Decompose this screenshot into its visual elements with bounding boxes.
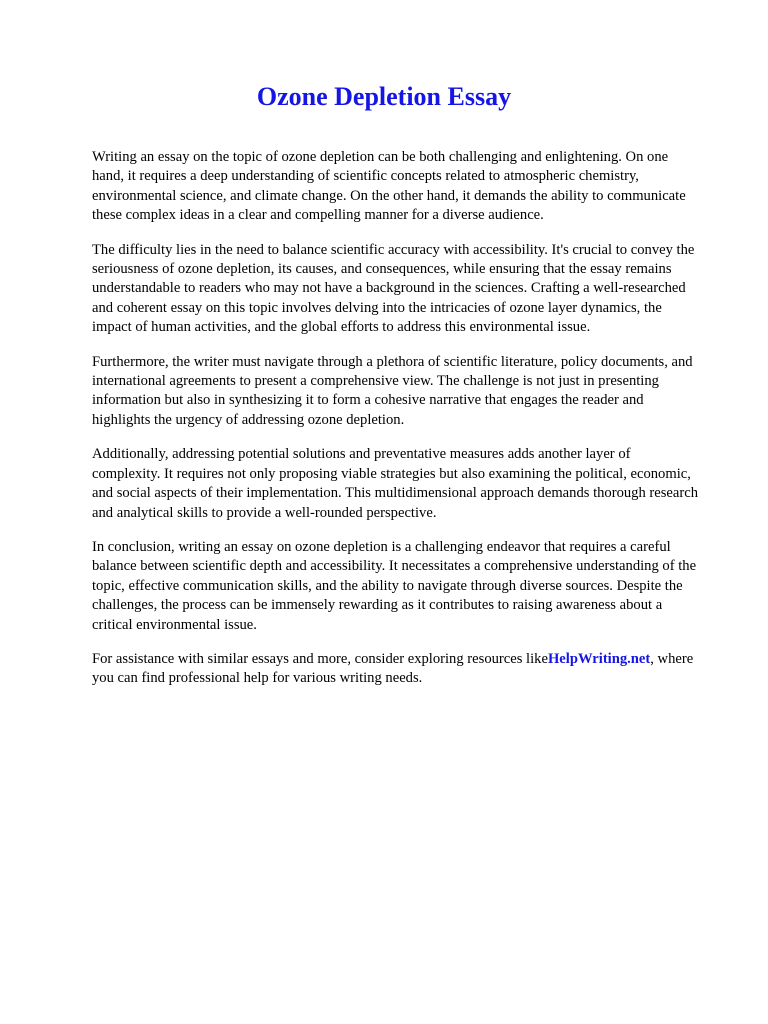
closing-text-after-link: , where you can find professional help for various writing needs.	[92, 650, 694, 687]
page-title: Ozone Depletion Essay	[256, 82, 512, 111]
paragraph-5: In conclusion, writing an essay on ozone depletion is a challenging endeavor that requires a careful balance between scientific depth and accessibility. It necessitates a comprehensive understanding of the topic, effective communication skills, and the ability to navigate through diverse sources. Despite the challenges, the process can be immensely rewarding as it contributes to raising awareness about a critical environmental issue.	[92, 538, 697, 633]
paragraph-2: The difficulty lies in the need to balance scientific accuracy with accessibility. It's crucial to convey the seriousness of ozone depletion, its causes, and consequences, while ensuring that the essay remains understandable to readers who may not have a background in the sciences. Crafting a well-researched and coherent essay on this topic involves delving into the intricacies of ozone layer dynamics, the impact of human activities, and the global efforts to address this environmental issue.	[92, 241, 695, 336]
helpwriting-link[interactable]: HelpWriting.net	[547, 650, 651, 667]
closing-text-before-link: For assistance with similar essays and more, consider exploring resources like	[92, 650, 548, 667]
paragraph-4: Additionally, addressing potential solutions and preventative measures adds another layer of complexity. It requires not only proposing viable strategies but also examining the political, economic, and social aspects of their implementation. This multidimensional approach demands thorough research and analytical skills to provide a well-rounded perspective.	[92, 446, 699, 521]
paragraph-1: Writing an essay on the topic of ozone depletion can be both challenging and enlightening. On one hand, it requires a deep understanding of scientific concepts related to atmospheric chemistry, environmental science, and climate change. On the other hand, it demands the ability to communicate these complex ideas in a clear and compelling manner for a diverse audience.	[92, 149, 686, 224]
closing-paragraph	[92, 650, 702, 689]
paragraph-3: Furthermore, the writer must navigate through a plethora of scientific literature, policy documents, and international agreements to present a comprehensive view. The challenge is not just in presenting information but also in synthesizing it to form a cohesive narrative that engages the reader and highlights the urgency of addressing ozone depletion.	[92, 353, 693, 428]
essay-body	[92, 148, 702, 704]
